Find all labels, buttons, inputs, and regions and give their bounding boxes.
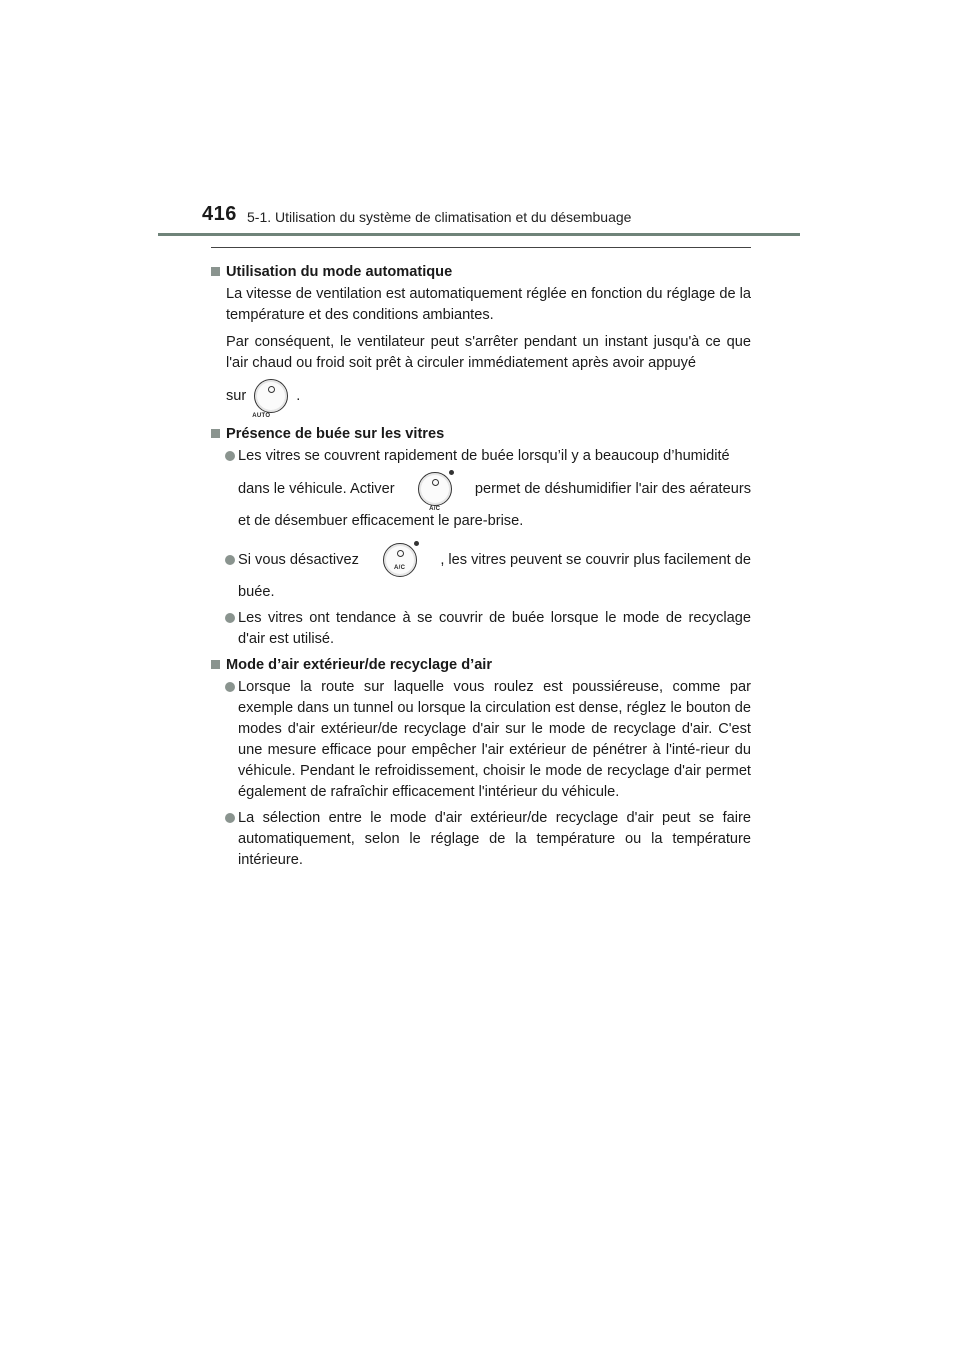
- text-line: Les vitres se couvrent rapidement de buée lorsqu’il y a beaucoup d’humidité: [238, 448, 730, 464]
- section-fog: [211, 424, 751, 650]
- list-item: [226, 538, 751, 603]
- round-bullet-icon: [225, 555, 235, 565]
- section-title: Mode d’air extérieur/de recyclage d’air: [226, 657, 493, 673]
- list-item: [226, 677, 751, 803]
- square-bullet-icon: [211, 429, 220, 438]
- section-rule: [211, 247, 751, 248]
- text-line: et de désembuer efficacement le pare-brise.: [238, 513, 524, 529]
- text-fragment: Si vous désactivez: [238, 551, 359, 568]
- list-item: [226, 446, 751, 532]
- text-fragment: .: [296, 388, 301, 404]
- page-content: [211, 262, 751, 876]
- section-auto-mode: [211, 262, 751, 422]
- text-line-with-icon: [238, 467, 751, 511]
- list-item-text: Les vitres ont tendance à se couvrir de buée lorsque le mode de recyclage d'air est utilisé.: [238, 610, 751, 647]
- paragraph: La vitesse de ventilation est automatiquement réglée en fonction du réglage de la température et des conditions ambiantes.: [226, 286, 751, 323]
- section-air-mode: [211, 655, 751, 871]
- round-bullet-icon: [225, 451, 235, 461]
- list-item: [226, 608, 751, 650]
- section-title: Utilisation du mode automatique: [226, 264, 453, 280]
- text-line-with-icon: [238, 538, 751, 582]
- round-bullet-icon: [225, 613, 235, 623]
- auto-button-icon: AUTO: [252, 377, 290, 415]
- text-fragment: permet de déshumidifier l'air des aérateurs: [474, 481, 751, 497]
- square-bullet-icon: [211, 660, 220, 669]
- round-bullet-icon: [225, 682, 235, 692]
- list-item-text: Lorsque la route sur laquelle vous roulez est poussiéreuse, comme par exemple dans un tunnel ou lorsque la circulation est dense, réglez le bouton de modes d'air extérieur/de recyclage d'air sur le mode de recyclage d'air. C'est une mesure efficace pour empêcher l'air extérieur de pénétrer à l'inté-rieur du véhicule. Pendant le refroidissement, choisir le mode de recyclage d'air permet également de rafraîchir efficacement l'intérieur du véhicule.: [238, 679, 751, 800]
- square-bullet-icon: [211, 267, 220, 276]
- text-line: buée.: [238, 584, 275, 600]
- header-rule: [158, 233, 800, 236]
- section-title: Présence de buée sur les vitres: [226, 426, 445, 442]
- round-bullet-icon: [225, 813, 235, 823]
- running-header: 5-1. Utilisation du système de climatisation et du désembuage: [247, 209, 632, 225]
- list-item: [226, 808, 751, 871]
- section-heading: [211, 262, 751, 283]
- list-item-text: La sélection entre le mode d'air extérieur/de recyclage d'air peut se faire automatiquement, selon le réglage de la température ou la température intérieure.: [238, 810, 751, 868]
- text-fragment: , les vitres peuvent se couvrir plus facilement de: [440, 551, 751, 568]
- page-number: 416: [202, 203, 237, 225]
- section-heading: [211, 655, 751, 676]
- ac-button-icon: A/C: [381, 541, 419, 579]
- text-fragment: dans le véhicule. Activer: [238, 481, 395, 497]
- section-heading: [211, 424, 751, 445]
- paragraph-with-icon: [226, 374, 751, 422]
- paragraph: Par conséquent, le ventilateur peut s'arrêter pendant un instant jusqu'à ce que l'air chaud ou froid soit prêt à circuler immédiatement après avoir appuyé: [226, 334, 751, 371]
- ac-button-icon: A/C: [416, 470, 454, 508]
- text-fragment: sur: [226, 388, 247, 404]
